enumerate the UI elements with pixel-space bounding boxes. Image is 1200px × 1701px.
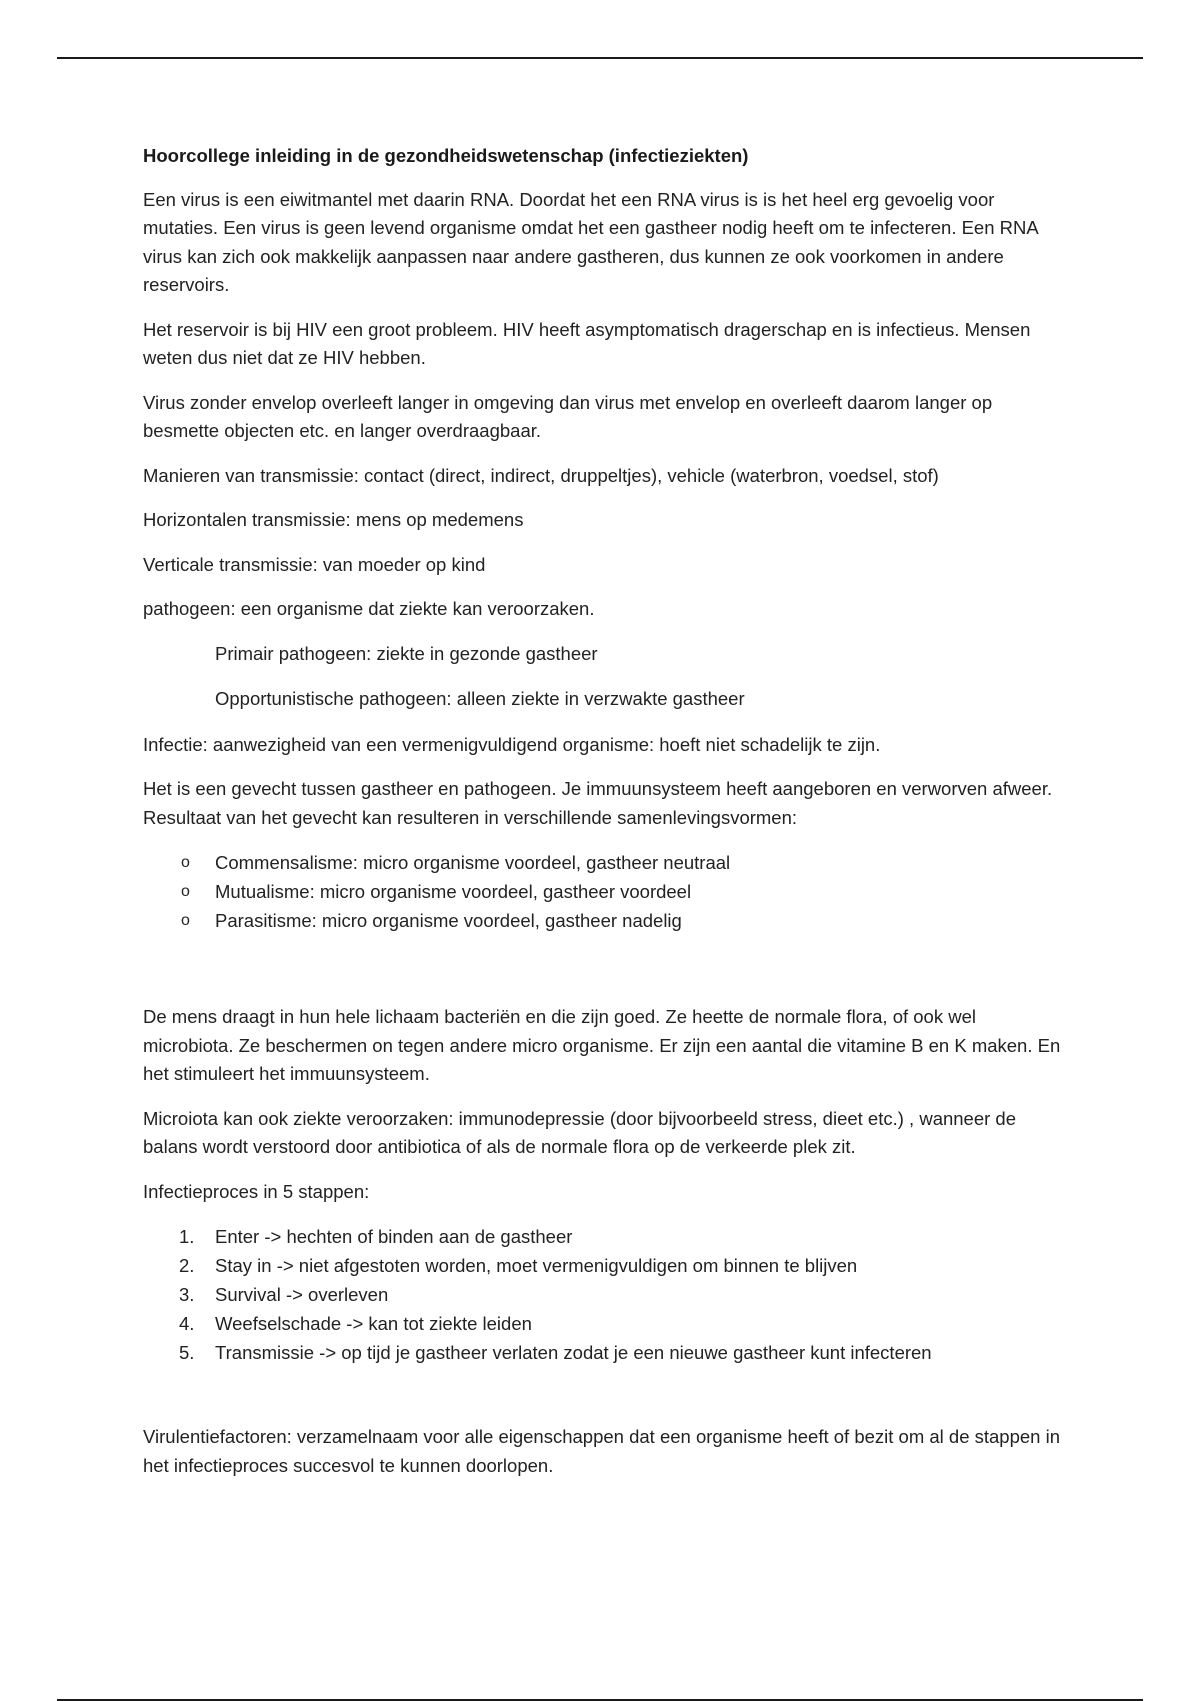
- step-text: Transmissie -> op tijd je gastheer verlaten zodat je een nieuwe gastheer kunt infecteren: [215, 1342, 932, 1363]
- step-number: 3.: [179, 1284, 195, 1305]
- paragraph-primair-pathogeen: Primair pathogeen: ziekte in gezonde gastheer: [215, 642, 598, 664]
- document-body: [143, 142, 1063, 1496]
- samenlevingsvormen-list: [143, 848, 1063, 935]
- list-item: [143, 1280, 1063, 1309]
- list-item: o Commensalisme: micro organisme voordeel, gastheer neutraal: [143, 848, 1063, 877]
- step-text: Survival -> overleven: [215, 1284, 389, 1305]
- paragraph-horizontaal: Horizontalen transmissie: mens op medemens: [143, 509, 524, 530]
- step-number: 2.: [179, 1255, 195, 1276]
- paragraph-transmissie: Manieren van transmissie: contact (direct, indirect, druppeltjes), vehicle (waterbron, voedsel, stof): [143, 464, 939, 486]
- paragraph-microbiota: De mens draagt in hun hele lichaam bacteriën en die zijn goed. Ze heette de normale flora, of ook wel microbiota. Ze beschermen on tegen andere micro organisme. Er zijn een aantal die vitamine B en K maken. En het stimuleert het immuunsysteem.: [143, 1006, 1061, 1084]
- list-item: o Mutualisme: micro organisme voordeel, gastheer voordeel: [143, 877, 1063, 906]
- paragraph-virus: Een virus is een eiwitmantel met daarin RNA. Doordat het een RNA virus is is het heel erg gevoelig voor mutaties. Een virus is geen levend organisme omdat het een gastheer nodig heeft om te infecteren. Een RNA virus kan zich ook makkelijk aanpassen naar andere gastheren, dus kunnen ze ook voorkomen in andere reservoirs.: [143, 188, 1038, 295]
- paragraph-reservoir: Het reservoir is bij HIV een groot probleem. HIV heeft asymptomatisch dragerschap en is infectieus. Mensen weten dus niet dat ze HIV hebben.: [143, 318, 1031, 368]
- step-number: 4.: [179, 1313, 195, 1334]
- step-number: 5.: [179, 1342, 195, 1363]
- infectieproces-steps: [143, 1222, 1063, 1367]
- list-item: [143, 1338, 1063, 1367]
- spacer: [143, 1383, 1063, 1423]
- paragraph-envelop: Virus zonder envelop overleeft langer in omgeving dan virus met envelop en overleeft daarom langer op besmette objecten etc. en langer overdraagbaar.: [143, 391, 993, 441]
- step-number: 1.: [179, 1226, 195, 1247]
- top-rule: [57, 57, 1143, 59]
- paragraph-pathogeen: pathogeen: een organisme dat ziekte kan veroorzaken.: [143, 598, 595, 619]
- paragraph-microiota-ziekte: Microiota kan ook ziekte veroorzaken: immunodepressie (door bijvoorbeeld stress, dieet etc.) , wanneer de balans wordt verstoord door antibiotica of als de normale flora op de verkeerde plek zit.: [143, 1107, 1017, 1157]
- paragraph-virulentiefactoren: Virulentiefactoren: verzamelnaam voor alle eigenschappen dat een organisme heeft of bezit om al de stappen in het infectieproces succesvol te kunnen doorlopen.: [143, 1426, 1061, 1476]
- step-text: Weefselschade -> kan tot ziekte leiden: [215, 1313, 532, 1334]
- paragraph-verticaal: Verticale transmissie: van moeder op kind: [143, 553, 486, 575]
- paragraph-opportunistisch-pathogeen: Opportunistische pathogeen: alleen ziekte in verzwakte gastheer: [215, 688, 745, 709]
- step-text: Enter -> hechten of binden aan de gastheer: [215, 1226, 573, 1247]
- paragraph-gevecht: Het is een gevecht tussen gastheer en pathogeen. Je immuunsysteem heeft aangeboren en verworven afweer. Resultaat van het gevecht kan resulteren in verschillende samenlevingsvormen:: [143, 778, 1053, 828]
- list-item: [143, 1222, 1063, 1251]
- step-text: Stay in -> niet afgestoten worden, moet vermenigvuldigen om binnen te blijven: [215, 1255, 858, 1276]
- list-item: [143, 1309, 1063, 1338]
- list-item: [143, 1251, 1063, 1280]
- spacer: [143, 951, 1063, 1003]
- paragraph-infectie: Infectie: aanwezigheid van een vermenigvuldigend organisme: hoeft niet schadelijk te zijn.: [143, 733, 881, 755]
- list-item: o Parasitisme: micro organisme voordeel, gastheer nadelig: [143, 906, 1063, 935]
- paragraph-infectieproces: Infectieproces in 5 stappen:: [143, 1180, 370, 1202]
- document-title: Hoorcollege inleiding in de gezondheidswetenschap (infectieziekten): [143, 145, 749, 166]
